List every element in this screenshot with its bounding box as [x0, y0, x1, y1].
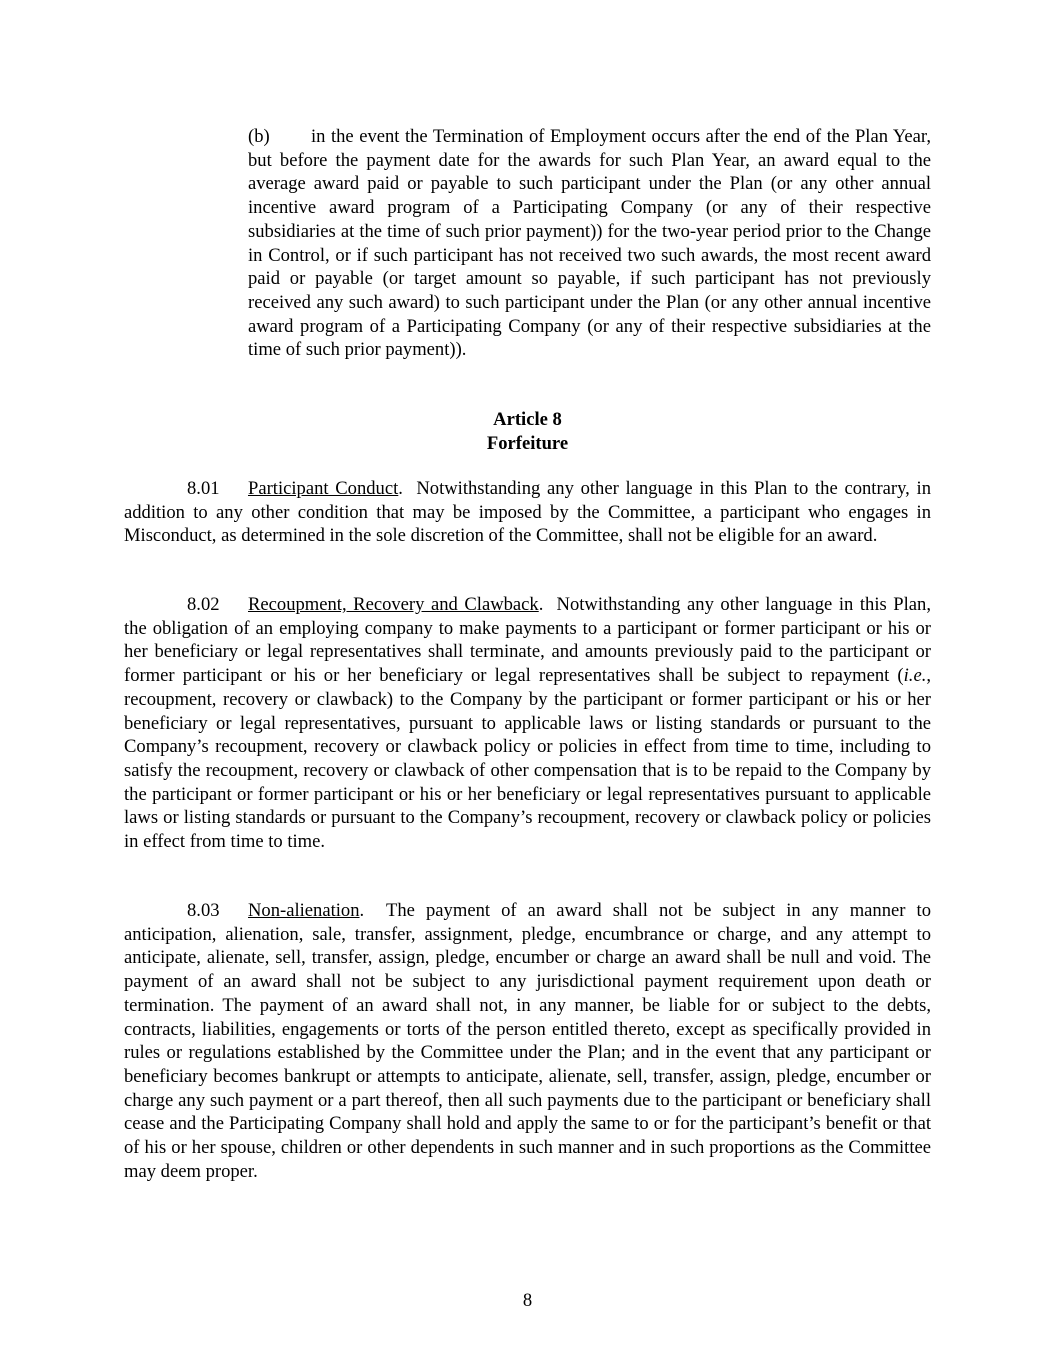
section-number: 8.01: [187, 478, 220, 499]
section-heading: Recoupment, Recovery and Clawback: [248, 594, 539, 615]
section-text: The payment of an award shall not be subject in any manner to anticipation, alienation, sale, transfer, assignment, pledge, encumbrance or charge, and any attempt to anticipate, alienate, sell, transfer, assign, pledge, encumber or charge an award shall be null and void. The payment of an award shall not be subject to any jurisdictional payment requirement upon death or termination. The payment of an award shall not, in any manner, be liable for or subject to the debts, contracts, liabilities, engagements or torts of the person entitled thereto, except as specifically provided in rules or regulations established by the Committee under the Plan; and in the event that any participant or beneficiary becomes bankrupt or attempts to anticipate, alienate, sell, transfer, assign, pledge, encumber or charge any such payment or a part thereof, then all such payments due to the participant or beneficiary shall cease and the Participating Company shall hold and apply the same to or for the participant’s benefit or that of his or her spouse, children or other dependents in such manner and in such proportions as the Committee may deem proper.: [124, 900, 931, 1182]
section-8-01: 8.01 Participant Conduct. Notwithstanding any other language in this Plan to the contrary, in addition to any other condition that may be imposed by the Committee, a participant who engages in Misconduct, as determined in the sole discretion of the Committee, shall not be eligible for an award.: [124, 478, 931, 547]
page-number: 8: [522, 1290, 533, 1311]
section-text: Notwithstanding any other language in this Plan to the contrary, in addition to any other condition that may be imposed by the Committee, a participant who engages in Misconduct, as determined in the sole discretion of the Committee, shall not be eligible for an award.: [124, 478, 931, 547]
section-text: Notwithstanding any other language in this Plan, the obligation of an employing company to make payments to a participant or former participant or his or her beneficiary or legal representatives shall terminate, and amounts previously paid to the participant or former participant or his or her beneficiary or legal representatives shall be subject to repayment (: [124, 594, 932, 687]
subparagraph-b: [248, 125, 931, 362]
section-8-03: 8.03 Non-alienation. The payment of an award shall not be subject in any manner to anticipation, alienation, sale, transfer, assignment, pledge, encumbrance or charge, and any attempt to anticipate, alienate, sell, transfer, assign, pledge, encumber or charge an award shall be null and void. The payment of an award shall not be subject to any jurisdictional payment requirement upon death or termination. The payment of an award shall not, in any manner, be liable for or subject to the debts, contracts, liabilities, engagements or torts of the person entitled thereto, except as specifically provided in rules or regulations established by the Committee under the Plan; and in the event that any participant or beneficiary becomes bankrupt or attempts to anticipate, alienate, sell, transfer, assign, pledge, encumber or charge any such payment or a part thereof, then all such payments due to the participant or beneficiary shall cease and the Participating Company shall hold and apply the same to or for the participant’s benefit or that of his or her spouse, children or other dependents in such manner and in such proportions as the Committee may deem proper.: [124, 900, 931, 1182]
section-text-continued: , recoupment, recovery or clawback) to the Company by the participant or former participant or his or her beneficiary or legal representatives, pursuant to applicable laws or listing standards or pursuant to the Company’s recoupment, recovery or clawback policy or policies in effect from time to time, including to satisfy the recoupment, recovery or clawback of other compensation that is to be repaid to the Company by the participant or former participant or his or her beneficiary or legal representatives pursuant to applicable laws or listing standards or pursuant to the Company’s recoupment, recovery or clawback policy or policies in effect from time to time.: [124, 665, 931, 853]
section-8-02: 8.02 Recoupment, Recovery and Clawback. Notwithstanding any other language in this Plan, the obligation of an employing company to make payments to a participant or former participant or his or her beneficiary or legal representatives shall terminate, and amounts previously paid to the participant or former participant or his or her beneficiary or legal representatives shall be subject to repayment (i.e., recoupment, recovery or clawback) to the Company by the participant or former participant or his or her beneficiary or legal representatives, pursuant to applicable laws or listing standards or pursuant to the Company’s recoupment, recovery or clawback policy or policies in effect from time to time, including to satisfy the recoupment, recovery or clawback of other compensation that is to be repaid to the Company by the participant or former participant or his or her beneficiary or legal representatives pursuant to applicable laws or listing standards or pursuant to the Company’s recoupment, recovery or clawback policy or policies in effect from time to time.: [124, 594, 932, 853]
section-number: 8.02: [187, 594, 220, 615]
section-heading: Participant Conduct: [248, 478, 399, 499]
section-italic-text: i.e.: [903, 665, 927, 687]
subparagraph-label: (b): [248, 126, 270, 147]
section-number: 8.03: [187, 900, 220, 921]
article-number: Article 8: [493, 409, 562, 430]
subparagraph-text: in the event the Termination of Employment occurs after the end of the Plan Year, but before the payment date for the awards for such Plan Year, an award equal to the average award paid or payable to such participant under the Plan (or any other annual incentive award program of a Participating Company (or any of their respective subsidiaries at the time of such prior payment)) for the two-year period prior to the Change in Control, or if such participant has not received two such awards, the most recent award paid or payable (or target amount so payable, if such participant has not previously received any such award) to such participant under the Plan (or any other annual incentive award program of a Participating Company (or any of their respective subsidiaries at the time of such prior payment)).: [248, 126, 931, 361]
section-heading: Non-alienation: [248, 900, 360, 921]
article-title: Forfeiture: [486, 433, 569, 454]
